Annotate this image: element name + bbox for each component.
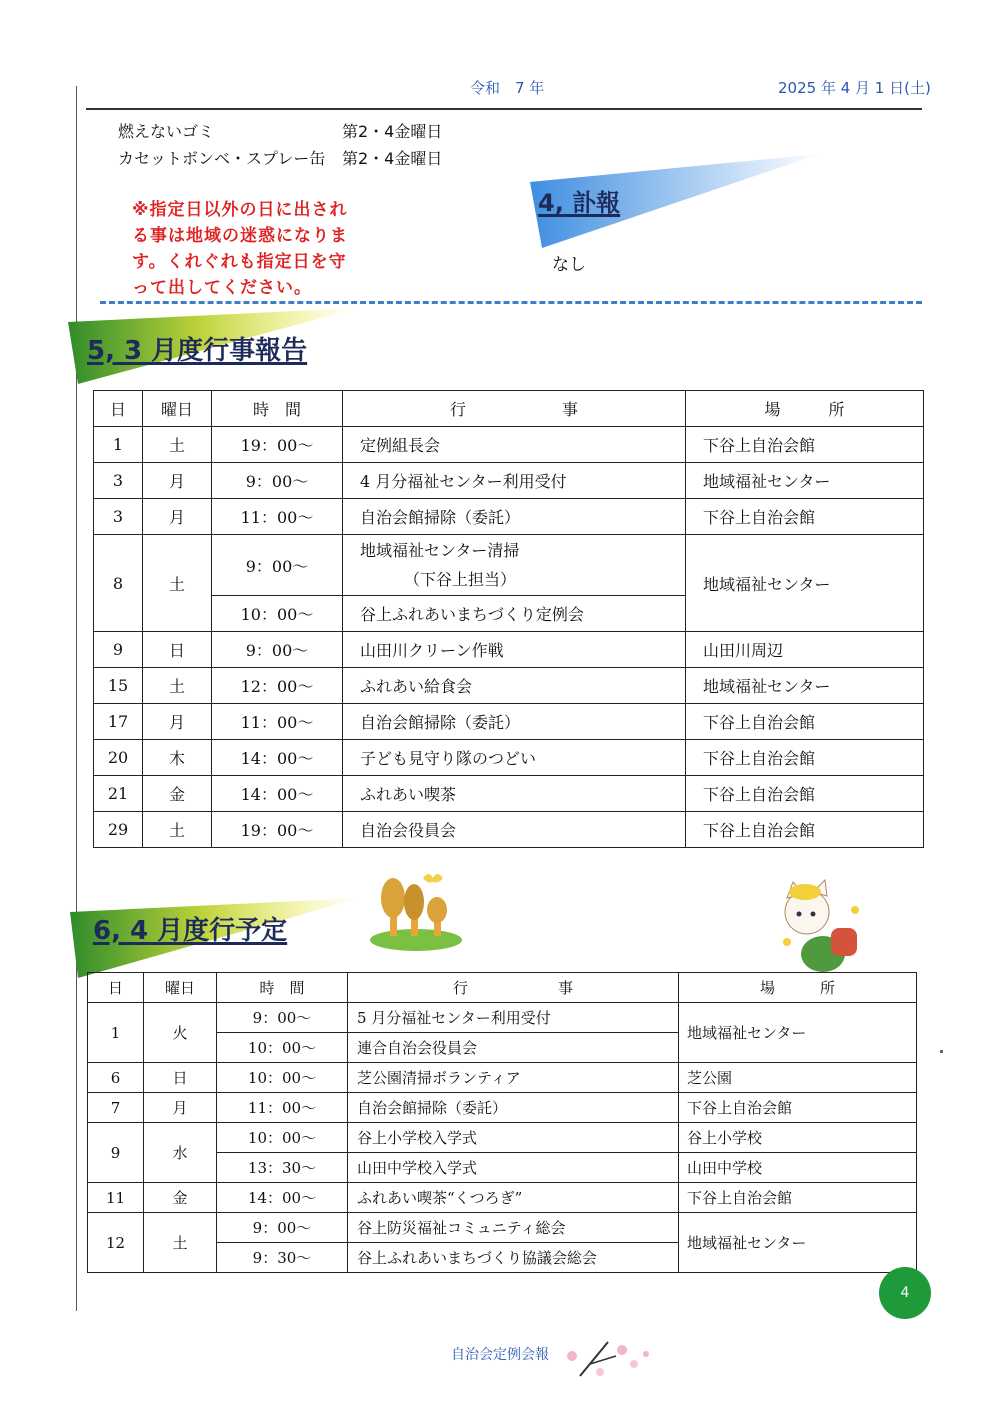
cell-event: 自治会館掃除（委託）: [343, 499, 686, 535]
cell-time: 19：00～: [212, 812, 343, 848]
cell-day: 9: [94, 632, 143, 668]
header-event: 行 事: [343, 391, 686, 427]
cell-day: 17: [94, 704, 143, 740]
mushroom-illustration: [368, 868, 468, 952]
header-era: 令和 7 年: [470, 79, 545, 97]
table-header-row: [88, 973, 917, 1003]
warning-line-3: す。くれぐれも指定日を守: [132, 252, 347, 272]
cell-event: 山田川クリーン作戦: [343, 632, 686, 668]
table-row: [94, 704, 924, 740]
table-row: [94, 463, 924, 499]
cell-place: 山田中学校: [679, 1153, 917, 1183]
cell-time: 10：00～: [217, 1033, 348, 1063]
cell-weekday: 土: [143, 427, 212, 463]
section-divider: [100, 301, 922, 304]
obituary-title: 4, 訃報: [538, 189, 621, 217]
cell-event: [343, 535, 686, 596]
cell-day: 21: [94, 776, 143, 812]
cell-place: 地域福祉センター: [686, 463, 924, 499]
cell-weekday: 土: [143, 668, 212, 704]
cell-place: 下谷上自治会館: [686, 812, 924, 848]
cell-time: 19：00～: [212, 427, 343, 463]
cell-event: 谷上ふれあいまちづくり協議会総会: [348, 1243, 679, 1273]
cell-event: 自治会館掃除（委託）: [343, 704, 686, 740]
table-row: [94, 427, 924, 463]
cell-place: 下谷上自治会館: [679, 1093, 917, 1123]
cell-place: 下谷上自治会館: [686, 776, 924, 812]
left-margin-line: [76, 86, 77, 1311]
cell-time: 9：00～: [217, 1213, 348, 1243]
cell-time: 11：00～: [217, 1093, 348, 1123]
table-row: [94, 499, 924, 535]
cell-day: 3: [94, 499, 143, 535]
cell-time: 11：00～: [212, 499, 343, 535]
table-row: [88, 1093, 917, 1123]
header-event: 行 事: [348, 973, 679, 1003]
table-row: [94, 740, 924, 776]
report-table: [93, 390, 924, 848]
cell-weekday: 水: [144, 1123, 217, 1183]
cell-place: 地域福祉センター: [679, 1213, 917, 1273]
cell-day: 3: [94, 463, 143, 499]
cell-place: 下谷上自治会館: [686, 704, 924, 740]
event-line-2: （下谷上担当）: [404, 570, 517, 589]
cell-weekday: 月: [144, 1093, 217, 1123]
cell-place: 下谷上自治会館: [679, 1183, 917, 1213]
cell-place: 地域福祉センター: [686, 535, 924, 632]
schedule-table: [87, 972, 917, 1273]
cell-place: 下谷上自治会館: [686, 740, 924, 776]
cell-place: 山田川周辺: [686, 632, 924, 668]
cell-event: 4 月分福祉センター利用受付: [343, 463, 686, 499]
cell-event: 自治会役員会: [343, 812, 686, 848]
cat-illustration: [775, 876, 875, 976]
cell-time: 9：00～: [212, 535, 343, 596]
cell-weekday: 日: [143, 632, 212, 668]
table-row: [88, 1213, 917, 1243]
page-number-badge: 4: [879, 1267, 931, 1319]
cell-time: 11：00～: [212, 704, 343, 740]
cell-weekday: 月: [143, 499, 212, 535]
cell-event: 連合自治会役員会: [348, 1033, 679, 1063]
warning-line-1: ※指定日以外の日に出され: [132, 200, 348, 220]
table-row: [94, 632, 924, 668]
warning-line-4: って出してください。: [132, 278, 312, 298]
cell-day: 15: [94, 668, 143, 704]
cell-event: 谷上防災福祉コミュニティ総会: [348, 1213, 679, 1243]
cell-event: 子ども見守り隊のつどい: [343, 740, 686, 776]
cell-day: 8: [94, 535, 143, 632]
cell-day: 6: [88, 1063, 144, 1093]
garbage-label-2: カセットボンベ・スプレー缶: [118, 149, 326, 168]
cell-day: 1: [94, 427, 143, 463]
report-title: 5, 3 月度行事報告: [87, 336, 308, 366]
cell-event: ふれあい喫茶: [343, 776, 686, 812]
header-weekday: 曜日: [143, 391, 212, 427]
cell-event: 自治会館掃除（委託）: [348, 1093, 679, 1123]
cell-weekday: 金: [144, 1183, 217, 1213]
table-row: [88, 1063, 917, 1093]
footer-title: 自治会定例会報: [451, 1347, 549, 1363]
header-time: 時 間: [212, 391, 343, 427]
header-date: 2025 年 4 月 1 日(土): [778, 79, 931, 97]
warning-note: [132, 197, 348, 301]
header-place: 場 所: [686, 391, 924, 427]
cell-time: 9：00～: [212, 632, 343, 668]
cell-place: 谷上小学校: [679, 1123, 917, 1153]
cell-weekday: 土: [143, 812, 212, 848]
table-row: [88, 1183, 917, 1213]
cell-event: ふれあい給食会: [343, 668, 686, 704]
header-place: 場 所: [679, 973, 917, 1003]
cell-time: 9：00～: [217, 1003, 348, 1033]
header-time: 時 間: [217, 973, 348, 1003]
cell-weekday: 木: [143, 740, 212, 776]
table-row: [88, 1123, 917, 1153]
schedule-title: 6, 4 月度行予定: [93, 916, 288, 946]
cell-event: 谷上小学校入学式: [348, 1123, 679, 1153]
cell-event: 芝公園清掃ボランティア: [348, 1063, 679, 1093]
event-line-1: 地域福祉センター清掃: [360, 541, 520, 560]
cell-weekday: 月: [143, 704, 212, 740]
cell-event: 定例組長会: [343, 427, 686, 463]
table-row: [94, 668, 924, 704]
cell-time: 14：00～: [212, 740, 343, 776]
cell-day: 7: [88, 1093, 144, 1123]
cell-time: 10：00～: [212, 596, 343, 632]
cell-weekday: 金: [143, 776, 212, 812]
cell-time: 10：00～: [217, 1063, 348, 1093]
table-header-row: [94, 391, 924, 427]
cell-place: 下谷上自治会館: [686, 499, 924, 535]
cell-weekday: 月: [143, 463, 212, 499]
table-row: [94, 535, 924, 596]
cell-time: 14：00～: [212, 776, 343, 812]
cell-event: 5 月分福祉センター利用受付: [348, 1003, 679, 1033]
header-weekday: 曜日: [144, 973, 217, 1003]
cell-day: 11: [88, 1183, 144, 1213]
cell-event: ふれあい喫茶“くつろぎ”: [348, 1183, 679, 1213]
cell-event: 谷上ふれあいまちづくり定例会: [343, 596, 686, 632]
warning-line-2: る事は地域の迷惑になりま: [132, 226, 348, 246]
cell-time: 14：00～: [217, 1183, 348, 1213]
cell-event: 山田中学校入学式: [348, 1153, 679, 1183]
header-day: 日: [88, 973, 144, 1003]
cell-time: 9：30～: [217, 1243, 348, 1273]
cell-place: 芝公園: [679, 1063, 917, 1093]
table-row: [94, 812, 924, 848]
cell-time: 12：00～: [212, 668, 343, 704]
cell-day: 20: [94, 740, 143, 776]
cherry-blossom-decoration: [560, 1336, 660, 1380]
cell-place: 地域福祉センター: [686, 668, 924, 704]
header-day: 日: [94, 391, 143, 427]
cell-place: 地域福祉センター: [679, 1003, 917, 1063]
cell-day: 9: [88, 1123, 144, 1183]
cell-weekday: 火: [144, 1003, 217, 1063]
cell-time: 9：00～: [212, 463, 343, 499]
obituary-body: なし: [552, 255, 586, 275]
cell-time: 10：00～: [217, 1123, 348, 1153]
cell-place: 下谷上自治会館: [686, 427, 924, 463]
speck: [940, 1050, 943, 1053]
cell-day: 1: [88, 1003, 144, 1063]
garbage-schedule-2: 第2・4金曜日: [342, 149, 443, 168]
cell-day: 29: [94, 812, 143, 848]
cell-weekday: 土: [143, 535, 212, 632]
garbage-label-1: 燃えないゴミ: [118, 122, 215, 141]
table-row: [94, 776, 924, 812]
cell-time: 13：30～: [217, 1153, 348, 1183]
cell-day: 12: [88, 1213, 144, 1273]
cell-weekday: 土: [144, 1213, 217, 1273]
table-row: [88, 1003, 917, 1033]
garbage-schedule-1: 第2・4金曜日: [342, 122, 443, 141]
top-rule: [86, 108, 922, 110]
cell-weekday: 日: [144, 1063, 217, 1093]
